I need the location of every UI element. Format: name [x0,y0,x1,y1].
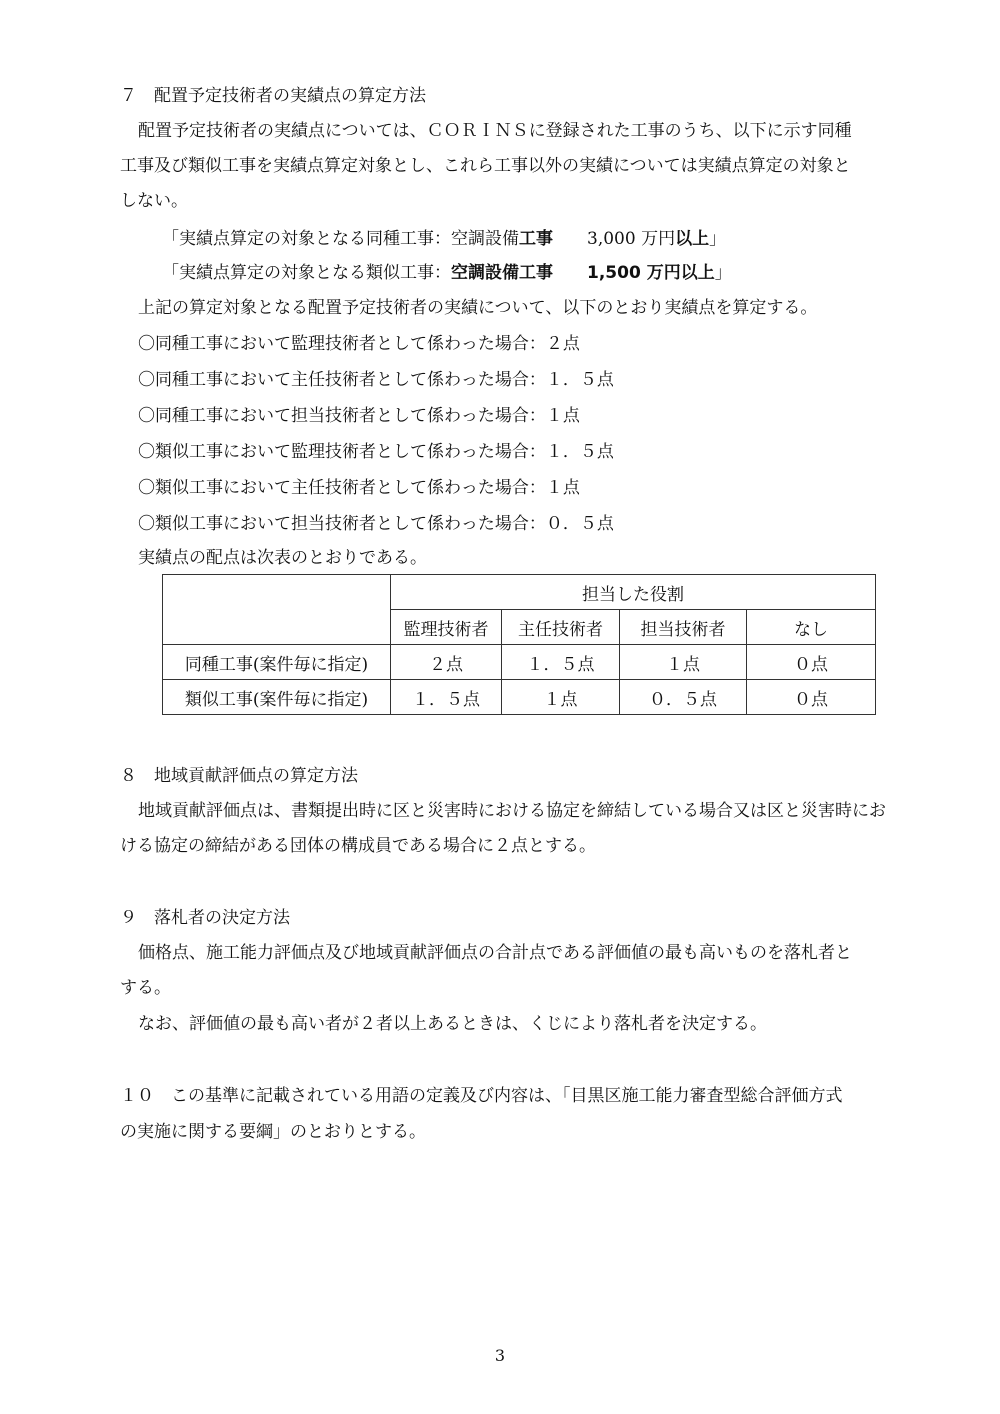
section-9-note: なお、評価値の最も高い者が２者以上あるときは、くじにより落札者を決定する。 [138,1014,767,1034]
similar-kind-amount: 1,500 万円以上 [587,263,715,283]
section-7-paragraph-line-2: 工事及び類似工事を実績点算定対象とし、これら工事以外の実績については実績点算定の対象と [120,156,851,176]
page-number: 3 [494,1346,506,1365]
similar-kind-criterion [162,261,732,285]
section-10-line-2: の実施に関する要綱」のとおりとする。 [120,1122,426,1142]
section-7-paragraph-line-1: 配置予定技術者の実績点については、ＣＯＲＩＮＳに登録された工事のうち、以下に示す同種 [138,121,852,141]
column-header: なし [747,610,876,645]
table-corner-cell [163,575,391,645]
column-header: 監理技術者 [391,610,502,645]
section-9-heading: ９ 落札者の決定方法 [120,908,290,928]
table-intro: 実績点の配点は次表のとおりである。 [138,548,427,568]
section-8-paragraph-line-2: ける協定の締結がある団体の構成員である場合に２点とする。 [120,836,596,856]
table-cell: ２点 [391,645,502,680]
points-table [162,574,876,715]
table-cell: ０．５点 [620,680,747,715]
similar-kind-close: 」 [714,263,732,283]
table-cell: １．５点 [391,680,502,715]
calculation-intro: 上記の算定対象となる配置予定技術者の実績について、以下のとおり実績点を算定する。 [138,298,818,318]
same-kind-bold-word: 工事 [519,229,553,249]
column-header: 主任技術者 [502,610,620,645]
score-item: 〇同種工事において主任技術者として係わった場合：１．５点 [138,370,614,390]
table-cell: ０点 [747,645,876,680]
table-row [163,645,876,680]
section-8-paragraph-line-1: 地域貢献評価点は、書類提出時に区と災害時における協定を締結している場合又は区と災害時にお [138,801,886,821]
table-cell: １．５点 [502,645,620,680]
section-10-line-1: １０ この基準に記載されている用語の定義及び内容は、「目黒区施工能力審査型総合評価方式 [120,1086,843,1106]
score-item: 〇同種工事において担当技術者として係わった場合：１点 [138,406,580,426]
section-8-heading: ８ 地域貢献評価点の算定方法 [120,766,358,786]
similar-kind-label: 「実績点算定の対象となる類似工事： [162,263,451,283]
same-kind-close: 」 [709,229,727,249]
table-header-row [163,575,876,610]
table-cell: １点 [502,680,620,715]
score-item: 〇同種工事において監理技術者として係わった場合：２点 [138,334,580,354]
same-kind-criterion [162,227,726,251]
section-7-heading: ７ 配置予定技術者の実績点の算定方法 [120,86,426,106]
row-label: 同種工事(案件毎に指定) [163,645,391,680]
same-kind-bold-suffix: 以上 [675,229,710,249]
similar-kind-bold-word: 空調設備工事 [451,263,553,283]
section-9-paragraph-line-1: 価格点、施工能力評価点及び地域貢献評価点の合計点である評価値の最も高いものを落札者と [138,943,852,963]
row-label: 類似工事(案件毎に指定) [163,680,391,715]
same-kind-label: 「実績点算定の対象となる同種工事：空調設備 [162,229,519,249]
same-kind-amount: 3,000 万円 [587,229,676,249]
table-row [163,680,876,715]
score-item: 〇類似工事において監理技術者として係わった場合：１．５点 [138,442,614,462]
score-item: 〇類似工事において担当技術者として係わった場合：０．５点 [138,514,614,534]
column-header: 担当技術者 [620,610,747,645]
table-cell: ０点 [747,680,876,715]
section-7-paragraph-line-3: しない。 [120,191,188,211]
table-group-header: 担当した役割 [391,575,876,610]
section-9-paragraph-line-2: する。 [120,978,171,998]
score-item: 〇類似工事において主任技術者として係わった場合：１点 [138,478,580,498]
table-cell: １点 [620,645,747,680]
